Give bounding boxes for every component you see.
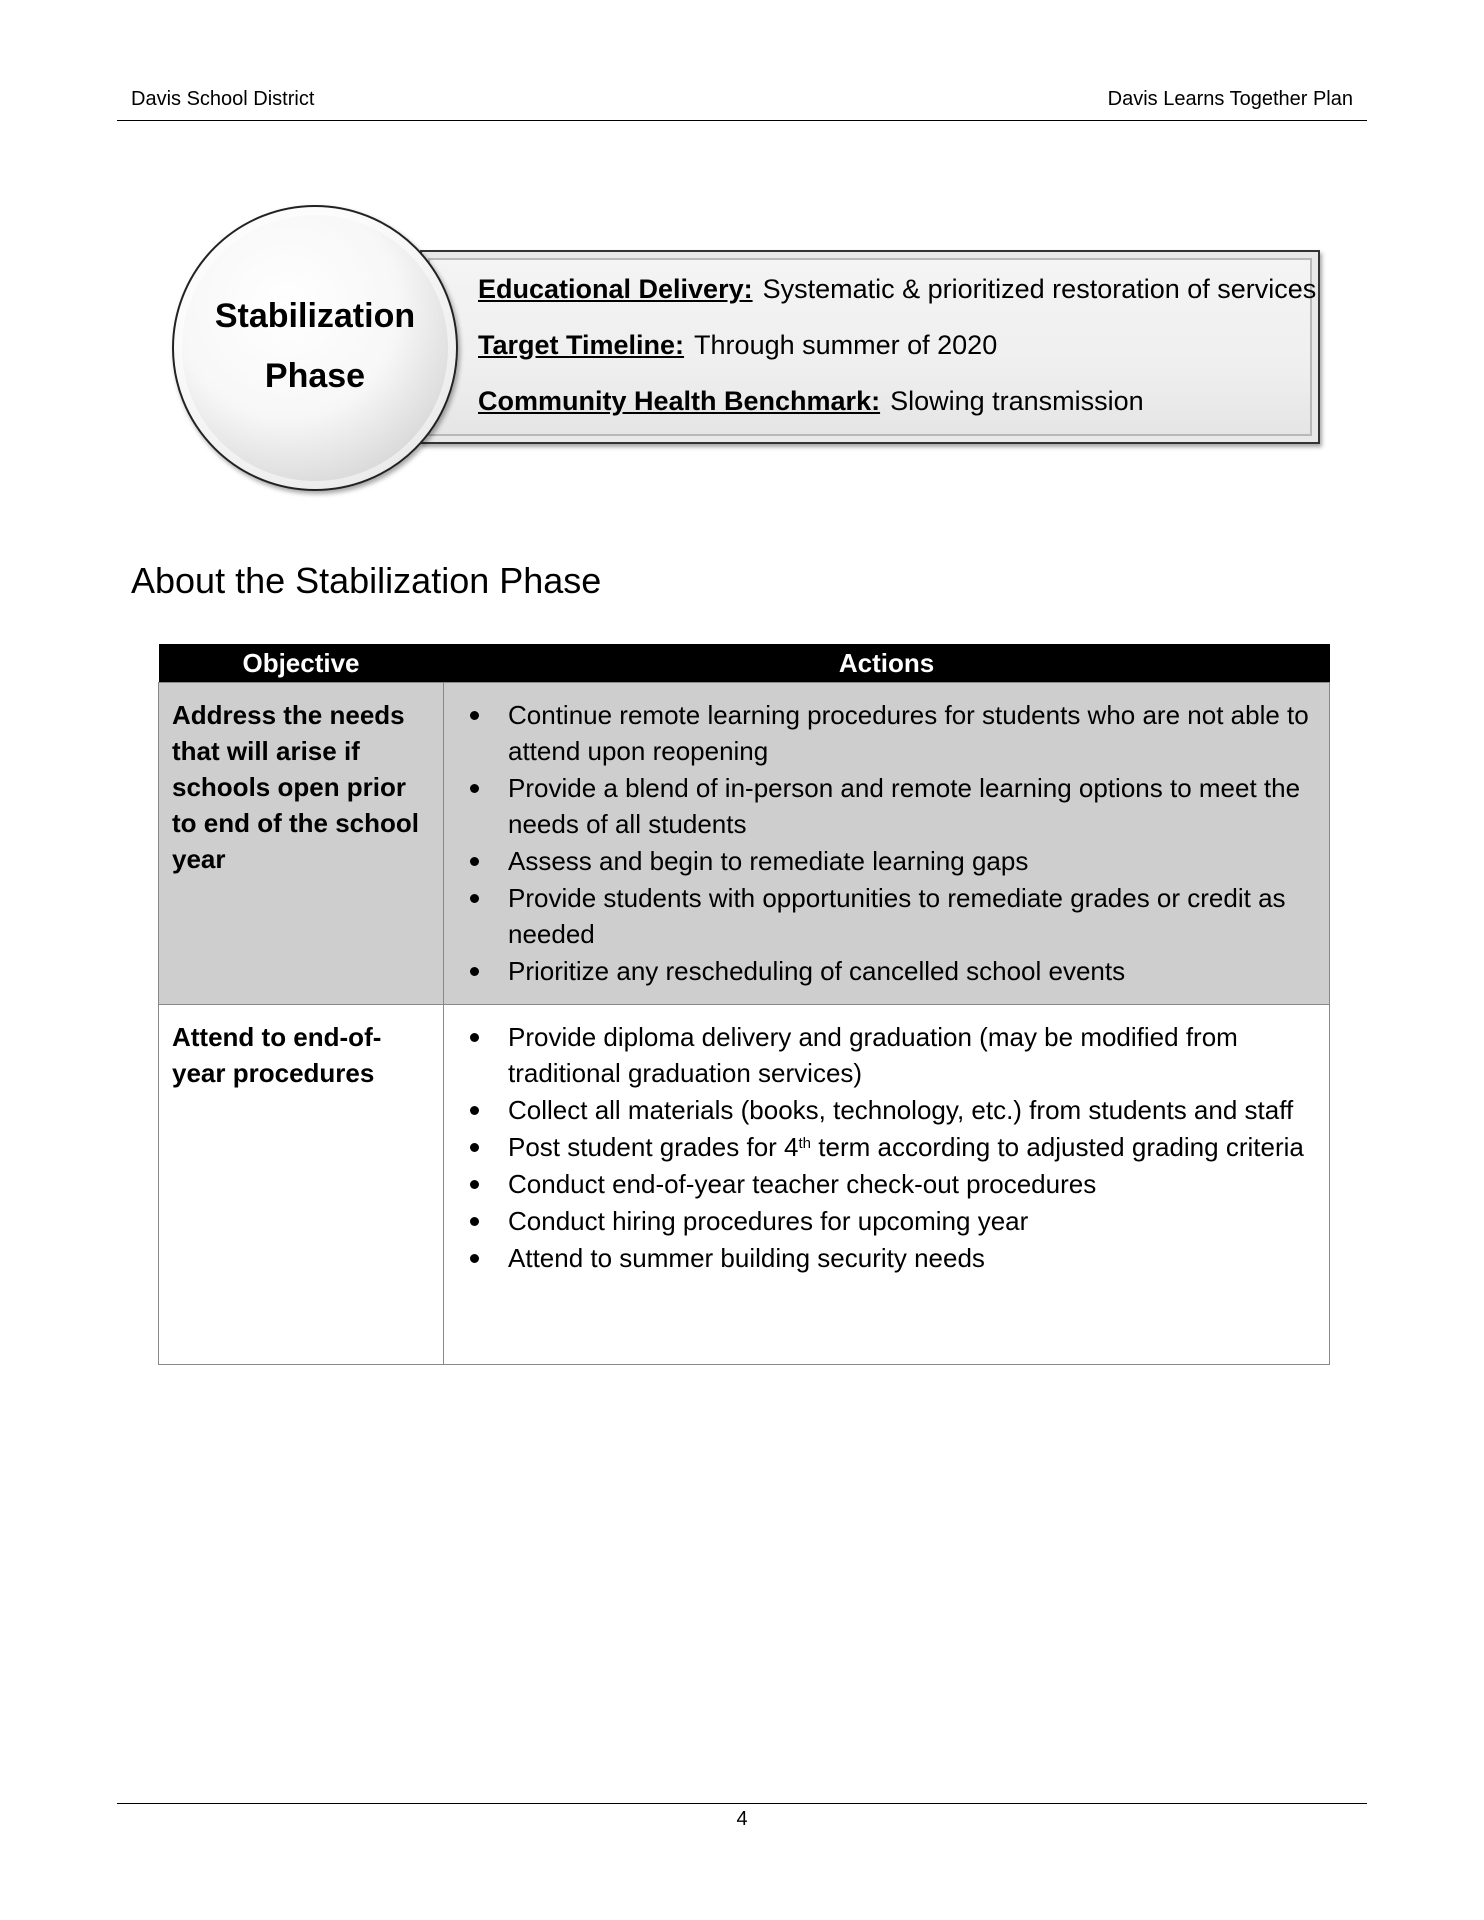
list-item: Attend to summer building security needs (508, 1240, 1315, 1276)
objective-column-header: Objective (159, 644, 444, 683)
list-item (508, 1129, 1315, 1165)
footer-divider (117, 1803, 1367, 1804)
table-row (159, 683, 1330, 1005)
actions-list (444, 697, 1315, 989)
educational-delivery-line (478, 274, 1316, 305)
educational-delivery-label: Educational Delivery: (478, 274, 753, 304)
list-item: Prioritize any rescheduling of cancelled school events (508, 953, 1315, 989)
page-number: 4 (736, 1808, 748, 1830)
list-item: Provide diploma delivery and graduation (may be modified from traditional graduation services) (508, 1019, 1315, 1091)
target-timeline-line (478, 330, 997, 361)
list-item: Conduct end-of-year teacher check-out procedures (508, 1166, 1315, 1202)
target-timeline-label: Target Timeline: (478, 330, 685, 360)
objective-cell: Address the needs that will arise if schools open prior to end of the school year (159, 683, 444, 1005)
objectives-table (158, 644, 1330, 1365)
actions-cell (444, 1005, 1330, 1365)
health-benchmark-value: Slowing transmission (890, 386, 1144, 416)
phase-circle-line1: Stabilization (214, 297, 416, 335)
header-district-name: Davis School District (131, 88, 315, 110)
phase-info-box (420, 250, 1320, 444)
list-item-text-before: Post student grades for 4 (508, 1132, 799, 1162)
actions-cell (444, 683, 1330, 1005)
table-header-row (159, 644, 1330, 683)
superscript-ordinal: th (798, 1135, 812, 1152)
actions-list (444, 1019, 1315, 1276)
phase-circle (172, 205, 458, 491)
phase-circle-line2: Phase (264, 357, 366, 395)
actions-column-header: Actions (444, 644, 1330, 683)
section-title: About the Stabilization Phase (131, 560, 602, 601)
health-benchmark-label: Community Health Benchmark: (478, 386, 881, 416)
list-item: Provide students with opportunities to remediate grades or credit as needed (508, 880, 1315, 952)
health-benchmark-line (478, 386, 1144, 417)
target-timeline-value: Through summer of 2020 (694, 330, 998, 360)
list-item: Conduct hiring procedures for upcoming year (508, 1203, 1315, 1239)
objective-cell: Attend to end-of-year procedures (159, 1005, 444, 1365)
list-item-text-after: term according to adjusted grading criteria (811, 1132, 1304, 1162)
list-item: Continue remote learning procedures for students who are not able to attend upon reopening (508, 697, 1315, 769)
list-item: Provide a blend of in-person and remote learning options to meet the needs of all students (508, 770, 1315, 842)
educational-delivery-value: Systematic & prioritized restoration of services (762, 274, 1317, 304)
header-plan-name: Davis Learns Together Plan (1107, 88, 1353, 110)
page-header (117, 86, 1367, 121)
table-row (159, 1005, 1330, 1365)
list-item: Collect all materials (books, technology, etc.) from students and staff (508, 1092, 1315, 1128)
list-item: Assess and begin to remediate learning gaps (508, 843, 1315, 879)
